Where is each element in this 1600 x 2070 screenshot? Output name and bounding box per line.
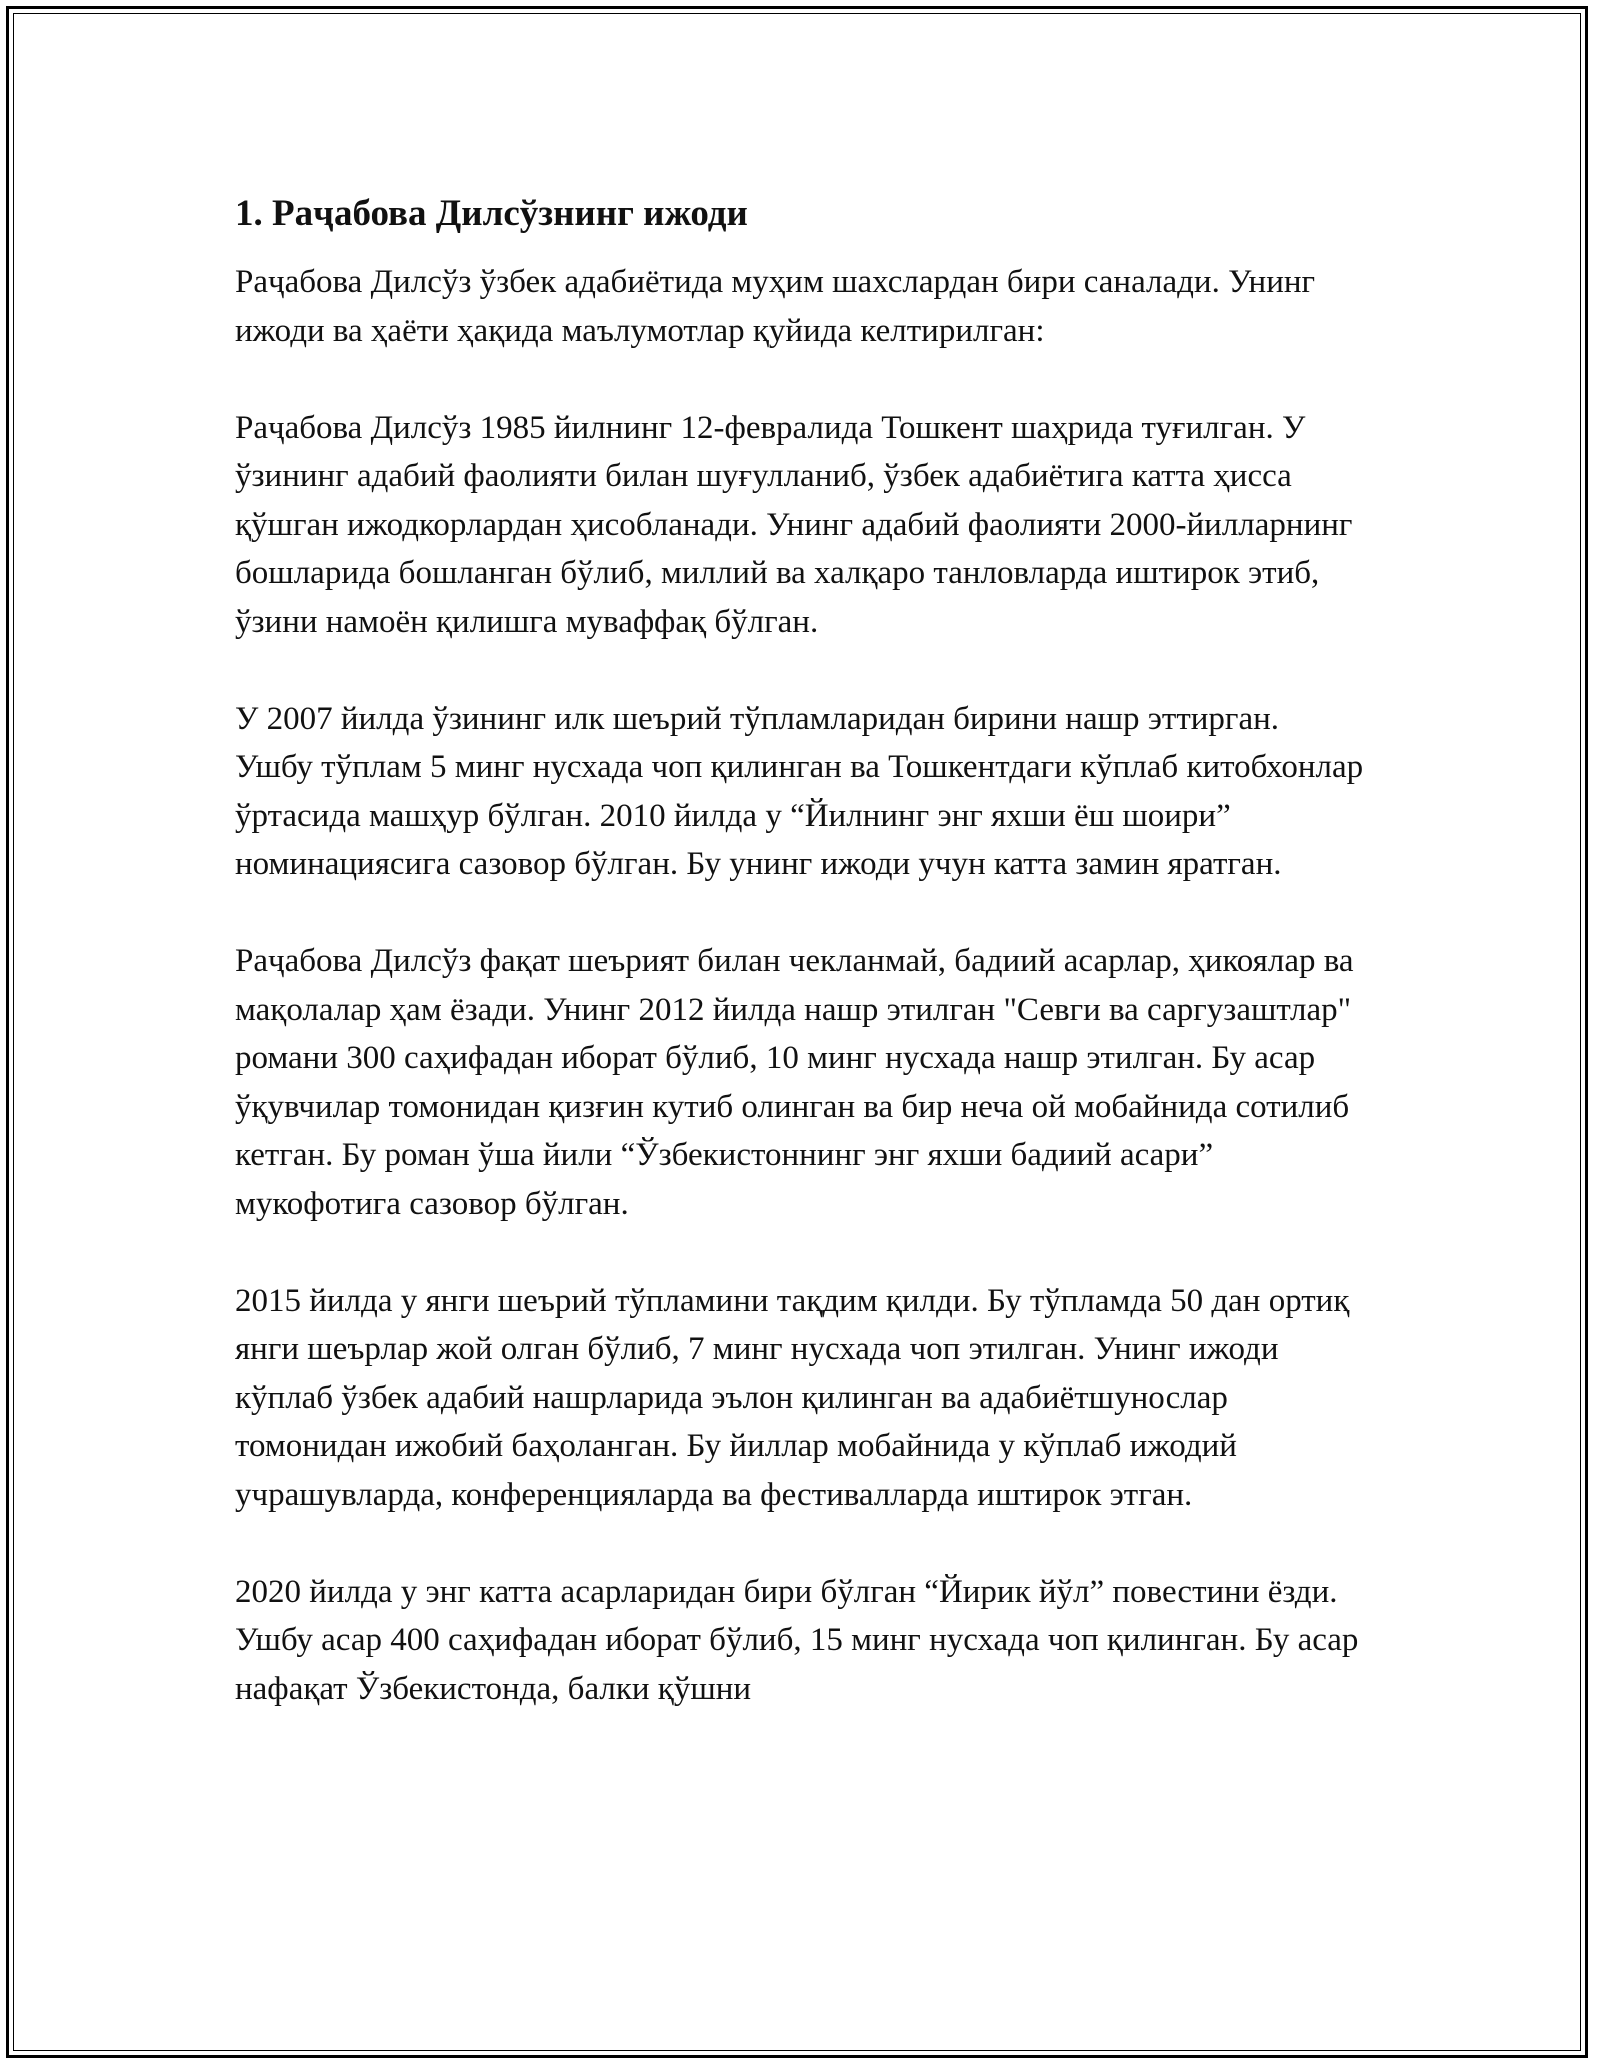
first-collection-paragraph: У 2007 йилда ўзининг илк шеърий тўпламларидан бирини нашр эттирган. Ушбу тўплам 5 минг нусхада чоп қилинган ва Тошкентдаги кўплаб китобхонлар ўртасида машҳур бўлган. 2010 йилда у “Йилнинг энг яхши ёш шоири” номинациясига сазовор бўлган. Бу унинг ижоди учун катта замин яратган. [235,700,1364,882]
biography-paragraph: Раҷабова Дилсўз 1985 йилнинг 12-февралида Тошкент шаҳрида туғилган. У ўзининг адабий фаолияти билан шуғулланиб, ўзбек адабиётига катта ҳисса қўшган ижодкорлардан ҳисобланади. Унинг адабий фаолияти 2000-йилларнинг бошларида бошланган бўлиб, миллий ва халқаро танловларда иштирок этиб, ўзини намоён қилишга муваффақ бўлган. [235,409,1353,640]
document-body [235,190,1365,1762]
new-collection-paragraph: 2015 йилда у янги шеърий тўпламини тақдим қилди. Бу тўпламда 50 дан ортиқ янги шеърлар жой олган бўлиб, 7 минг нусхада чоп этилган. Унинг ижоди кўплаб ўзбек адабий нашрларида эълон қилинган ва адабиётшунослар томонидан ижобий баҳоланган. Бу йиллар мобайнида у кўплаб ижодий учрашувларда, конференцияларда ва фестивалларда иштирок этган. [235,1282,1350,1513]
section-heading: 1. Раҷабова Дилсўзнинг ижоди [235,193,748,234]
novella-paragraph: 2020 йилда у энг катта асарларидан бири бўлган “Йирик йўл” повестини ёзди. Ушбу асар 400 саҳифадан иборат бўлиб, 15 минг нусхада чоп қилинган. Бу асар нафақат Ўзбекистонда, балки қўшни [235,1573,1359,1707]
intro-paragraph: Раҷабова Дилсўз ўзбек адабиётида муҳим шахслардан бири саналади. Унинг ижоди ва ҳаёти ҳақида маълумотлар қуйида келтирилган: [235,264,1316,349]
novel-paragraph: Раҷабова Дилсўз фақат шеърият билан чекланмай, бадиий асарлар, ҳикоялар ва мақолалар ҳам ёзади. Унинг 2012 йилда нашр этилган "Севги ва саргузаштлар" романи 300 саҳифадан иборат бўлиб, 10 минг нусхада нашр этилган. Бу асар ўқувчилар томонидан қизғин кутиб олинган ва бир неча ой мобайнида сотилиб кетган. Бу роман ўша йили “Ўзбекистоннинг энг яхши бадиий асари” мукофотига сазовор бўлган. [235,943,1354,1222]
